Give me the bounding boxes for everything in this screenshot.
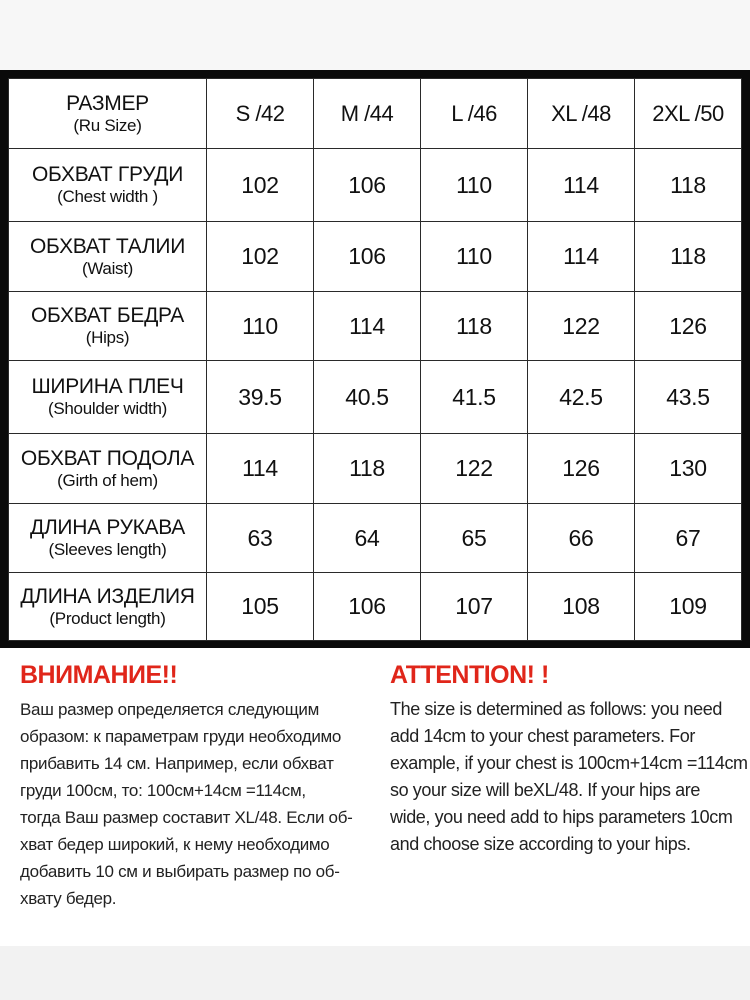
row-label-ru: ОБХВАТ БЕДРА	[30, 304, 185, 327]
measurement-cell: 114	[207, 434, 314, 504]
size-header-cell: XL /48	[528, 79, 635, 149]
measurement-cell: 114	[314, 292, 421, 361]
measurement-cell: 66	[528, 504, 635, 573]
note-ru-line: добавить 10 см и выбирать размер по об-	[20, 862, 340, 881]
row-label-en: (Sleeves length)	[48, 540, 167, 559]
header-label-cell	[9, 79, 207, 149]
size-chart-table	[8, 78, 742, 641]
note-ru-line: хват бедер широкий, к нему необходимо	[20, 835, 330, 854]
note-en-line: example, if your chest is 100cm+14cm =114cm	[390, 753, 748, 773]
row-label-cell	[9, 504, 207, 573]
measurement-cell: 118	[635, 222, 742, 292]
measurement-cell: 118	[635, 149, 742, 222]
row-label-ru: ДЛИНА ИЗДЕЛИЯ	[20, 584, 195, 608]
measurement-cell: 63	[207, 504, 314, 573]
notes-section	[0, 648, 750, 946]
measurement-cell: 65	[421, 504, 528, 573]
measurement-cell: 41.5	[421, 361, 528, 434]
size-chart-frame	[0, 70, 750, 648]
table-row	[9, 573, 742, 641]
table-row	[9, 434, 742, 504]
row-label-ru: ОБХВАТ ПОДОЛА	[20, 446, 195, 470]
measurement-cell: 110	[207, 292, 314, 361]
row-label-cell	[9, 361, 207, 434]
header-label-en: (Ru Size)	[73, 115, 142, 135]
note-en-line: The size is determined as follows: you need	[390, 699, 722, 719]
row-label-cell	[9, 434, 207, 504]
measurement-cell: 110	[421, 222, 528, 292]
note-en-line: and choose size according to your hips.	[390, 834, 691, 854]
row-label-en: (Product length)	[49, 608, 166, 628]
table-row	[9, 504, 742, 573]
measurement-cell: 102	[207, 149, 314, 222]
row-label-en: (Girth of hem)	[57, 470, 158, 490]
note-ru-line: образом: к параметрам груди необходимо	[20, 727, 342, 746]
row-label-ru: ДЛИНА РУКАВА	[30, 516, 185, 539]
measurement-cell: 114	[528, 149, 635, 222]
table-row	[9, 292, 742, 361]
note-ru-line: прибавить 14 см. Например, если обхват	[20, 754, 334, 773]
measurement-cell: 118	[314, 434, 421, 504]
note-ru-line: хвату бедер.	[20, 889, 117, 908]
table-row	[9, 149, 742, 222]
measurement-cell: 106	[314, 149, 421, 222]
row-label-cell	[9, 149, 207, 222]
note-en-title: ATTENTION! !	[390, 661, 549, 689]
measurement-cell: 42.5	[528, 361, 635, 434]
note-en-line: wide, you need add to hips parameters 10cm	[390, 807, 733, 827]
row-label-en: (Waist)	[81, 258, 134, 278]
row-label-ru: ОБХВАТ ГРУДИ	[31, 163, 184, 186]
measurement-cell: 118	[421, 292, 528, 361]
row-label-ru: ШИРИНА ПЛЕЧ	[31, 375, 184, 398]
measurement-cell: 67	[635, 504, 742, 573]
measurement-cell: 106	[314, 573, 421, 641]
row-label-en: (Shoulder width)	[48, 399, 167, 418]
measurement-cell: 122	[528, 292, 635, 361]
measurement-cell: 130	[635, 434, 742, 504]
table-row	[9, 222, 742, 292]
measurement-cell: 43.5	[635, 361, 742, 434]
header-label-ru: РАЗМЕР	[66, 91, 149, 115]
measurement-cell: 39.5	[207, 361, 314, 434]
measurement-cell: 40.5	[314, 361, 421, 434]
row-label-cell	[9, 222, 207, 292]
measurement-cell: 126	[528, 434, 635, 504]
note-ru-title: ВНИМАНИЕ!!	[20, 661, 178, 689]
note-ru-line: тогда Ваш размер составит XL/48. Если об-	[20, 808, 353, 827]
table-header-row	[9, 79, 742, 149]
row-label-en: (Hips)	[85, 328, 130, 347]
size-header-cell: M /44	[314, 79, 421, 149]
size-header-cell: 2XL /50	[635, 79, 742, 149]
table-row	[9, 361, 742, 434]
bottom-background	[0, 946, 750, 1000]
row-label-cell	[9, 573, 207, 641]
measurement-cell: 114	[528, 222, 635, 292]
measurement-cell: 107	[421, 573, 528, 641]
measurement-cell: 106	[314, 222, 421, 292]
measurement-cell: 109	[635, 573, 742, 641]
measurement-cell: 102	[207, 222, 314, 292]
size-header-cell: S /42	[207, 79, 314, 149]
measurement-cell: 126	[635, 292, 742, 361]
note-en-line: add 14cm to your chest parameters. For	[390, 726, 695, 746]
row-label-ru: ОБХВАТ ТАЛИИ	[30, 234, 185, 258]
note-ru-text	[20, 696, 380, 912]
note-english	[390, 660, 748, 858]
measurement-cell: 64	[314, 504, 421, 573]
row-label-cell	[9, 292, 207, 361]
row-label-en: (Chest width )	[57, 187, 158, 206]
note-russian	[20, 660, 380, 912]
measurement-cell: 108	[528, 573, 635, 641]
note-ru-line: груди 100см, то: 100см+14см =114см,	[20, 781, 306, 800]
note-ru-line: Ваш размер определяется следующим	[20, 700, 319, 719]
size-header-cell: L /46	[421, 79, 528, 149]
measurement-cell: 122	[421, 434, 528, 504]
measurement-cell: 105	[207, 573, 314, 641]
top-background	[0, 0, 750, 70]
note-en-line: so your size will beXL/48. If your hips are	[390, 780, 700, 800]
measurement-cell: 110	[421, 149, 528, 222]
note-en-text	[390, 696, 748, 858]
